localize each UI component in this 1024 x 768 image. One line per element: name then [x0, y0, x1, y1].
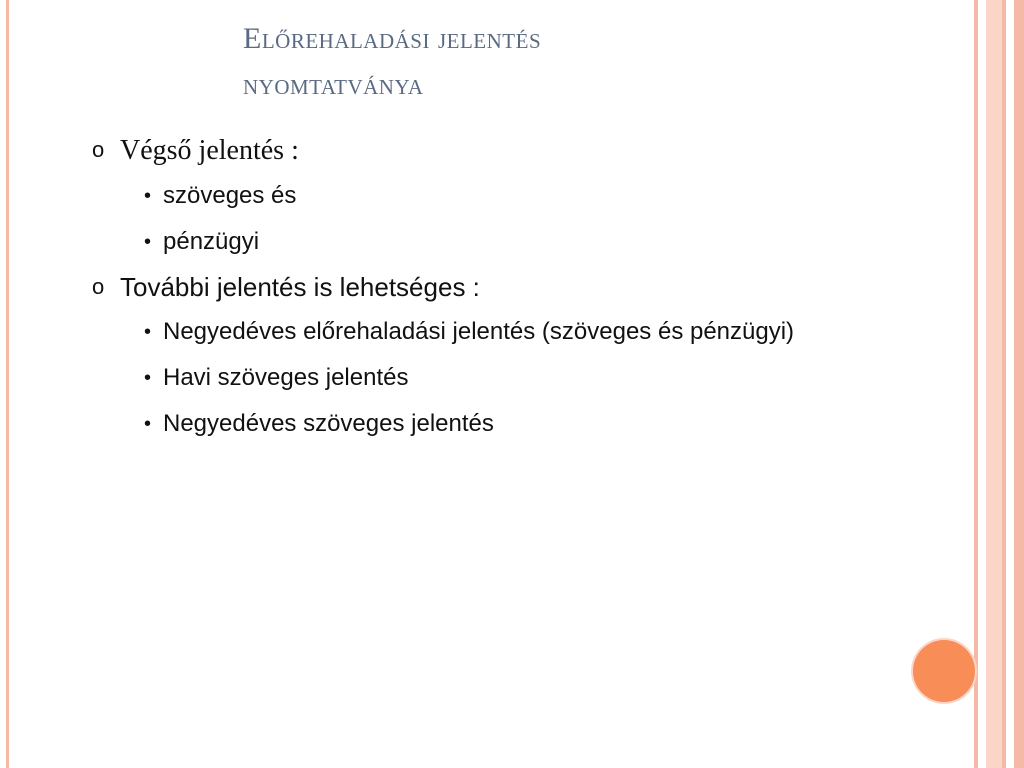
- dot-bullet-icon: •: [144, 185, 152, 207]
- sub-list-item: [92, 401, 972, 447]
- orange-circle-decoration: [913, 640, 975, 702]
- dot-bullet-icon: •: [144, 321, 152, 343]
- list-item-text: További jelentés is lehetséges :: [120, 272, 480, 302]
- right-stripe-decoration: [1014, 0, 1024, 768]
- right-stripe-decoration: [1006, 0, 1014, 768]
- circle-bullet-icon: o: [92, 137, 105, 162]
- sub-list-item-text: Havi szöveges jelentés: [163, 364, 409, 391]
- dot-bullet-icon: •: [144, 231, 152, 253]
- sub-list-item-text: Negyedéves előrehaladási jelentés (szöveges és pénzügyi): [163, 318, 795, 345]
- dot-bullet-icon: •: [144, 413, 152, 435]
- bullet-list: [92, 128, 972, 447]
- list-item: [92, 128, 972, 173]
- sub-list-item-text: pénzügyi: [163, 228, 260, 255]
- right-stripe-decoration: [978, 0, 986, 768]
- circle-bullet-icon: o: [92, 274, 105, 299]
- sub-list-item: [92, 309, 972, 355]
- sub-list-item-text: szöveges és: [163, 182, 297, 209]
- slide-title-line-2: nyomtatványa: [243, 68, 424, 101]
- sub-list-item: [92, 355, 972, 401]
- slide-title-line-1: Előrehaladási jelentés: [243, 22, 542, 55]
- left-border-decoration: [6, 0, 9, 768]
- list-item: [92, 265, 972, 309]
- sub-list-item: [92, 219, 972, 265]
- sub-list-item-text: Negyedéves szöveges jelentés: [163, 410, 494, 437]
- sub-list-item: [92, 173, 972, 219]
- list-item-text: Végső jelentés :: [120, 135, 299, 166]
- right-stripe-decoration: [986, 0, 1002, 768]
- dot-bullet-icon: •: [144, 367, 152, 389]
- slide-title: [243, 16, 923, 108]
